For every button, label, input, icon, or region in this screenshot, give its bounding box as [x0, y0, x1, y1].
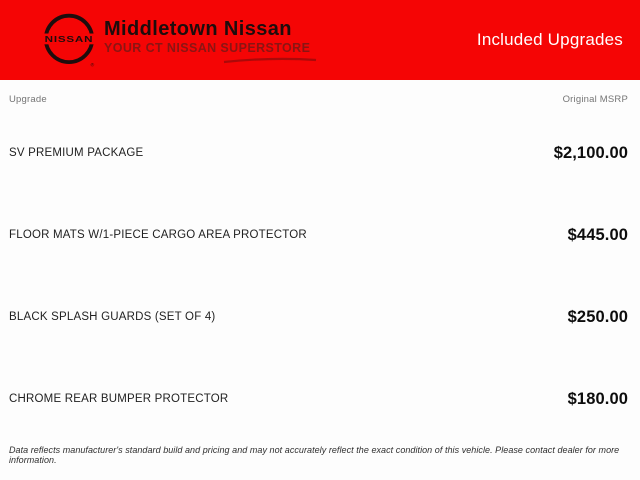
upgrade-name: CHROME REAR BUMPER PROTECTOR: [9, 393, 229, 405]
dealer-title-stack: [104, 17, 310, 64]
upgrade-name: BLACK SPLASH GUARDS (SET OF 4): [9, 311, 216, 323]
upgrade-name: FLOOR MATS W/1-PIECE CARGO AREA PROTECTOR: [9, 229, 307, 241]
registered-trademark-mark: ®: [90, 63, 95, 67]
upgrades-table: [0, 80, 640, 440]
table-row: [9, 112, 628, 194]
upgrade-name: SV PREMIUM PACKAGE: [9, 147, 144, 159]
upgrade-msrp: $250.00: [567, 307, 628, 326]
dealer-name: Middletown Nissan: [104, 17, 292, 40]
dealer-tagline: YOUR CT NISSAN SUPERSTORE: [104, 40, 311, 55]
dealer-logo-block: [42, 13, 310, 67]
table-row: [9, 194, 628, 276]
disclaimer-text: Data reflects manufacturer's standard build and pricing and may not accurately reflect the exact condition of this vehicle. Please contact dealer for more information.: [9, 445, 620, 465]
upgrade-msrp: $2,100.00: [553, 143, 628, 162]
page-title: Included Upgrades: [476, 30, 623, 49]
column-header-original-msrp: Original MSRP: [562, 94, 628, 105]
upgrade-msrp: $180.00: [567, 389, 628, 408]
table-row: [9, 276, 628, 358]
nissan-wordmark: NISSAN: [44, 34, 94, 44]
upgrade-msrp: $445.00: [567, 225, 628, 244]
nissan-logo-icon: [42, 13, 96, 67]
swoosh-underline-icon: [222, 56, 318, 64]
table-row: [9, 358, 628, 440]
column-header-upgrade: Upgrade: [9, 94, 47, 105]
header-banner: [0, 0, 640, 80]
page-footer: [0, 440, 640, 465]
table-column-headers: [9, 80, 628, 112]
